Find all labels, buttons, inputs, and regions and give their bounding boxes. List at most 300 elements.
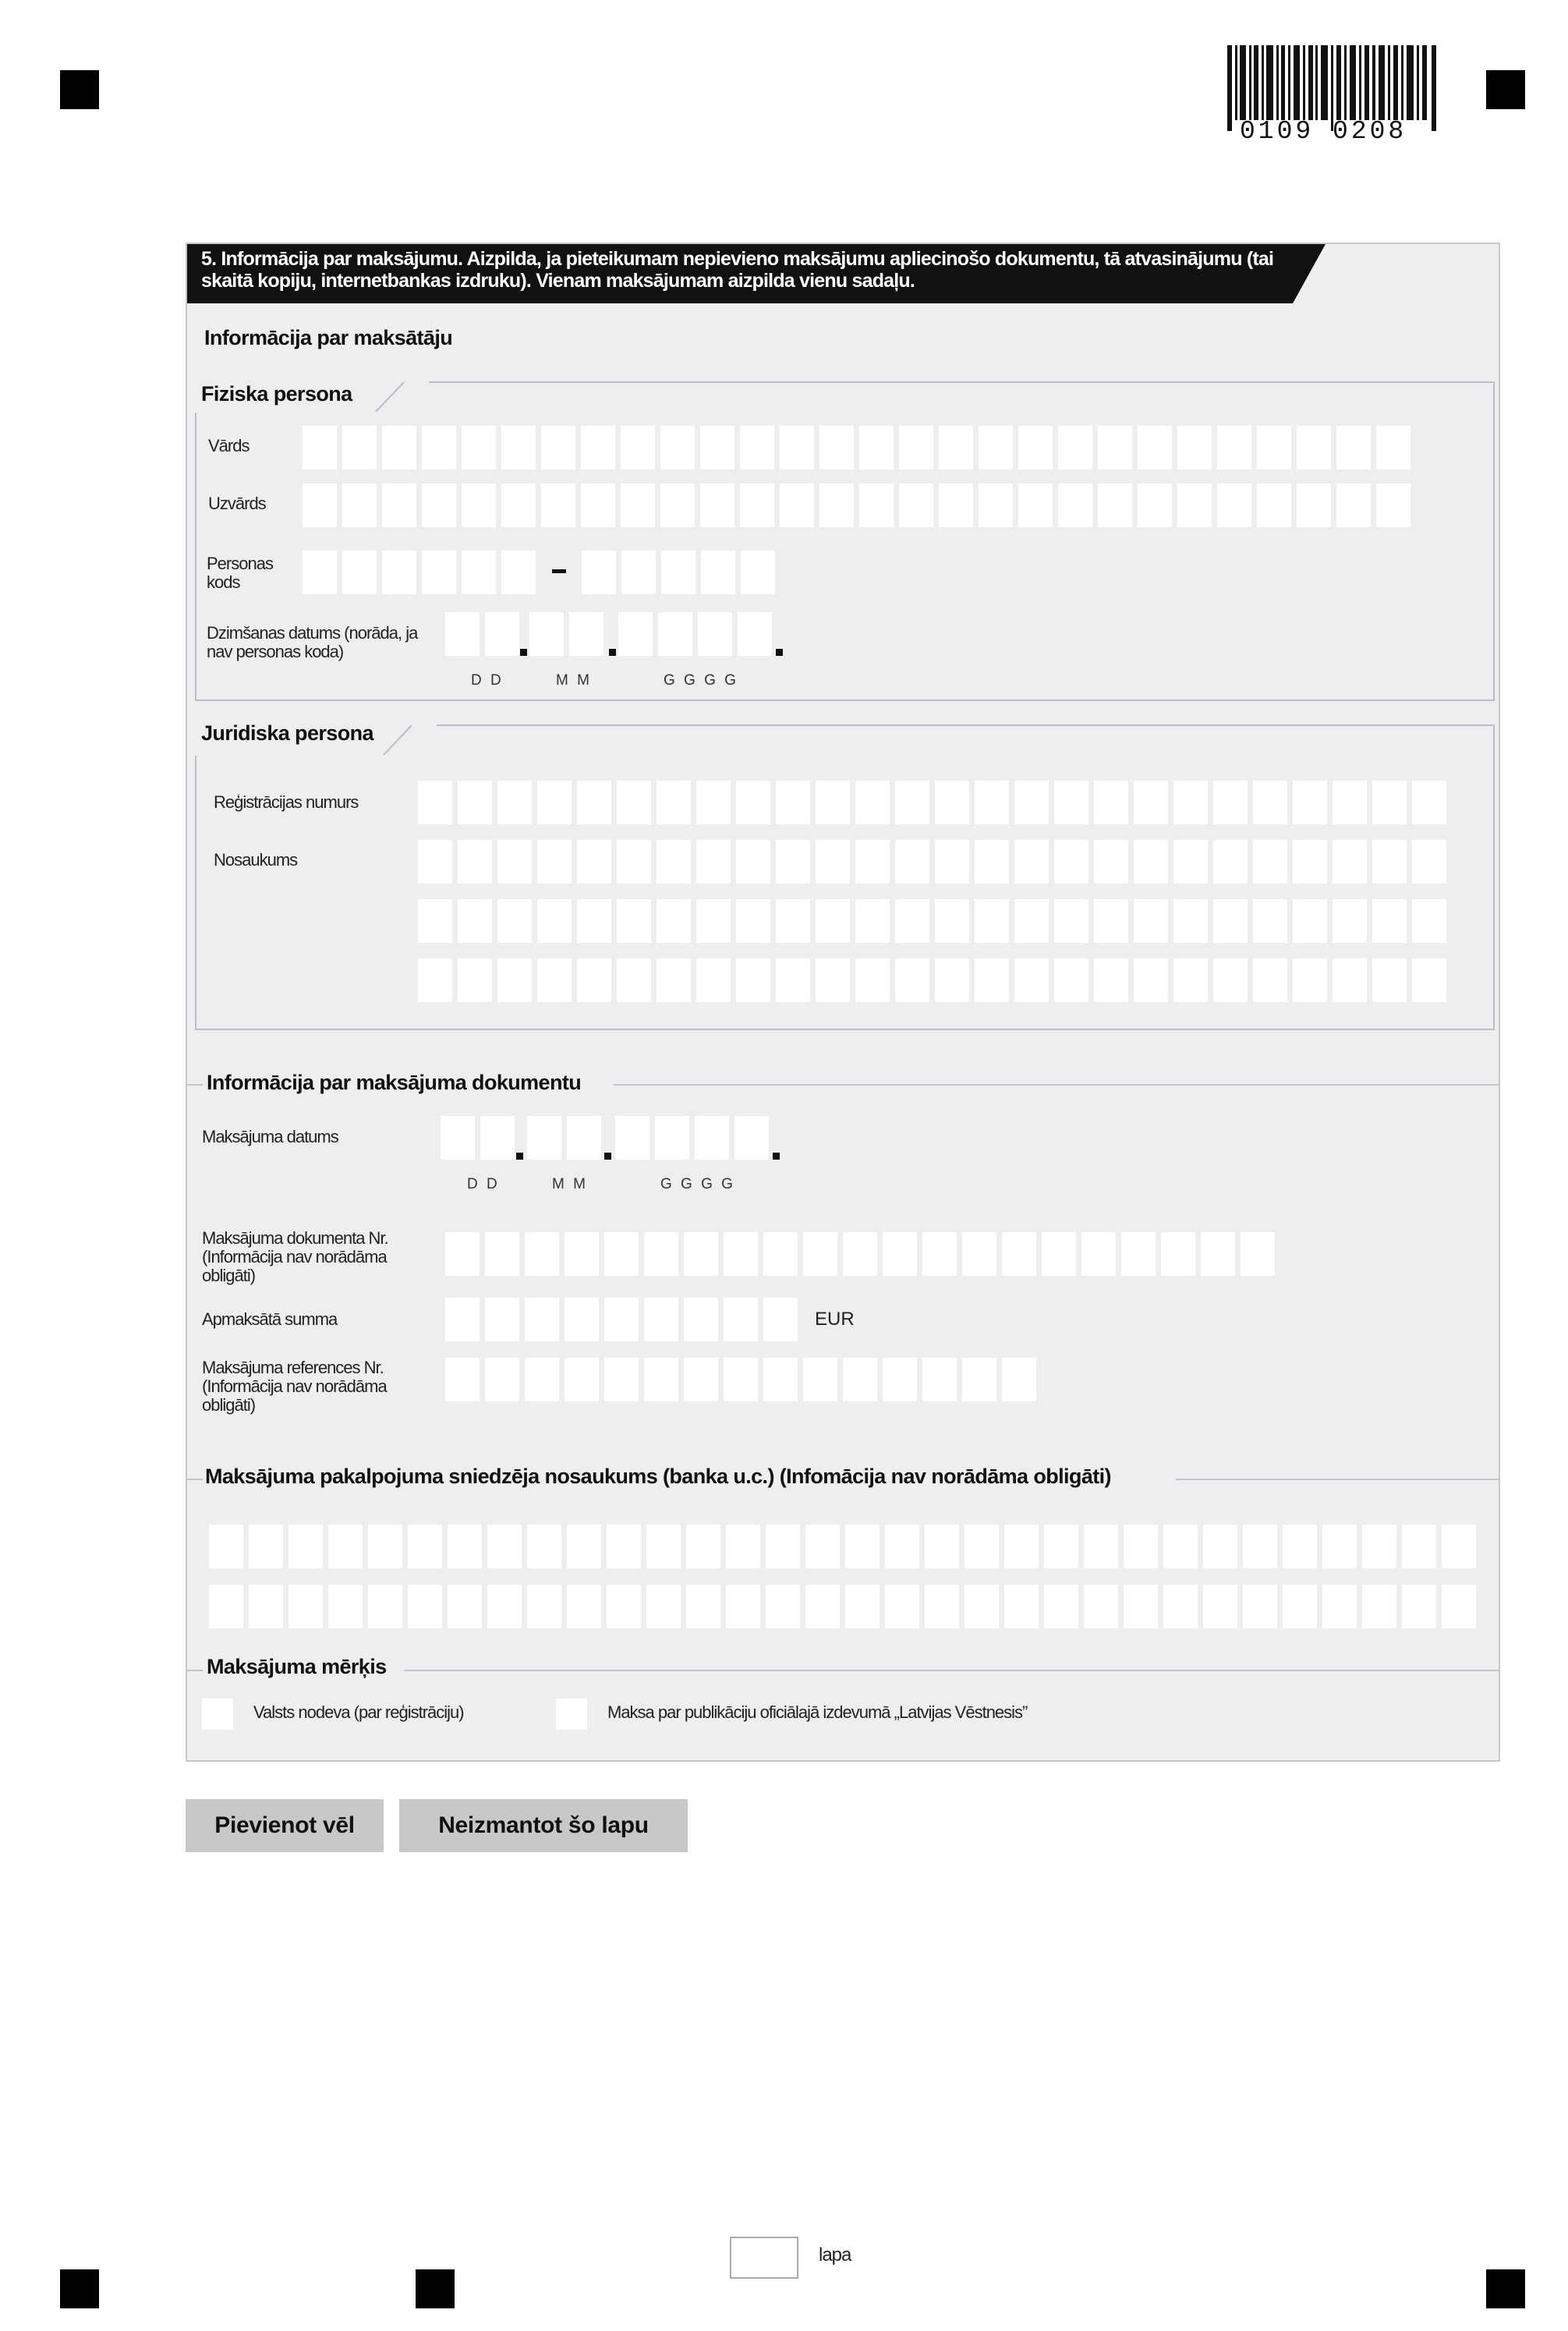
char-box[interactable] — [935, 840, 969, 884]
char-box[interactable] — [1094, 840, 1128, 884]
char-box[interactable] — [843, 1232, 877, 1276]
char-box[interactable] — [1054, 840, 1088, 884]
char-box[interactable] — [1173, 899, 1208, 943]
char-box[interactable] — [418, 899, 452, 943]
char-box[interactable] — [1018, 426, 1053, 469]
char-box[interactable] — [657, 899, 691, 943]
char-box[interactable] — [696, 958, 731, 1002]
char-box[interactable] — [734, 1116, 769, 1160]
char-box[interactable] — [1177, 484, 1212, 527]
char-box[interactable] — [1293, 958, 1327, 1002]
char-box[interactable] — [859, 426, 894, 469]
char-box[interactable] — [249, 1585, 283, 1628]
char-box[interactable] — [819, 484, 854, 527]
char-box[interactable] — [565, 1358, 599, 1401]
char-box[interactable] — [1173, 840, 1208, 884]
char-box[interactable] — [418, 781, 452, 824]
char-box[interactable] — [660, 426, 695, 469]
char-box[interactable] — [646, 1585, 681, 1628]
char-box[interactable] — [209, 1585, 243, 1628]
char-box[interactable] — [537, 899, 572, 943]
last-name-input[interactable] — [303, 484, 1410, 527]
char-box[interactable] — [537, 781, 572, 824]
birth-year-input[interactable] — [618, 612, 772, 656]
char-box[interactable] — [1217, 484, 1251, 527]
char-box[interactable] — [922, 1232, 957, 1276]
char-box[interactable] — [581, 426, 615, 469]
char-box[interactable] — [700, 426, 734, 469]
char-box[interactable] — [935, 781, 969, 824]
char-box[interactable] — [577, 899, 611, 943]
provider-name-input-line1[interactable] — [209, 1525, 1476, 1568]
char-box[interactable] — [1213, 958, 1248, 1002]
char-box[interactable] — [1004, 1525, 1039, 1568]
char-box[interactable] — [979, 426, 1013, 469]
char-box[interactable] — [1014, 781, 1049, 824]
char-box[interactable] — [303, 426, 337, 469]
char-box[interactable] — [303, 551, 337, 594]
char-box[interactable] — [776, 781, 810, 824]
char-box[interactable] — [1014, 958, 1049, 1002]
char-box[interactable] — [780, 484, 814, 527]
char-box[interactable] — [1002, 1232, 1036, 1276]
char-box[interactable] — [1333, 840, 1367, 884]
char-box[interactable] — [1177, 426, 1212, 469]
char-box[interactable] — [658, 612, 692, 656]
char-box[interactable] — [604, 1232, 639, 1276]
char-box[interactable] — [657, 840, 691, 884]
char-box[interactable] — [646, 1525, 681, 1568]
char-box[interactable] — [660, 484, 695, 527]
char-box[interactable] — [738, 612, 772, 656]
char-box[interactable] — [816, 958, 850, 1002]
char-box[interactable] — [445, 1298, 480, 1341]
char-box[interactable] — [763, 1232, 798, 1276]
char-box[interactable] — [736, 840, 770, 884]
char-box[interactable] — [895, 899, 929, 943]
char-box[interactable] — [462, 484, 496, 527]
char-box[interactable] — [1297, 426, 1331, 469]
char-box[interactable] — [209, 1525, 243, 1568]
char-box[interactable] — [1283, 1585, 1317, 1628]
char-box[interactable] — [567, 1116, 601, 1160]
char-box[interactable] — [604, 1358, 639, 1401]
char-box[interactable] — [855, 840, 890, 884]
char-box[interactable] — [855, 899, 890, 943]
char-box[interactable] — [1362, 1585, 1396, 1628]
char-box[interactable] — [1203, 1585, 1237, 1628]
char-box[interactable] — [895, 840, 929, 884]
char-box[interactable] — [724, 1298, 758, 1341]
char-box[interactable] — [485, 1298, 519, 1341]
char-box[interactable] — [1402, 1525, 1436, 1568]
char-box[interactable] — [644, 1232, 678, 1276]
char-box[interactable] — [497, 781, 532, 824]
char-box[interactable] — [1098, 426, 1132, 469]
char-box[interactable] — [422, 551, 456, 594]
char-box[interactable] — [696, 899, 731, 943]
char-box[interactable] — [458, 958, 492, 1002]
char-box[interactable] — [763, 1298, 798, 1341]
char-box[interactable] — [1333, 958, 1367, 1002]
char-box[interactable] — [541, 484, 575, 527]
char-box[interactable] — [1241, 1232, 1275, 1276]
char-box[interactable] — [462, 551, 496, 594]
publication-fee-checkbox[interactable] — [556, 1699, 587, 1730]
char-box[interactable] — [736, 781, 770, 824]
char-box[interactable] — [1412, 899, 1446, 943]
char-box[interactable] — [1293, 840, 1327, 884]
char-box[interactable] — [736, 899, 770, 943]
char-box[interactable] — [965, 1525, 999, 1568]
char-box[interactable] — [537, 958, 572, 1002]
char-box[interactable] — [1293, 899, 1327, 943]
char-box[interactable] — [684, 1232, 718, 1276]
char-box[interactable] — [1362, 1525, 1396, 1568]
char-box[interactable] — [816, 899, 850, 943]
char-box[interactable] — [776, 899, 810, 943]
char-box[interactable] — [288, 1525, 323, 1568]
char-box[interactable] — [527, 1116, 561, 1160]
char-box[interactable] — [501, 551, 536, 594]
char-box[interactable] — [617, 781, 651, 824]
char-box[interactable] — [382, 484, 416, 527]
char-box[interactable] — [1058, 426, 1092, 469]
char-box[interactable] — [1054, 781, 1088, 824]
char-box[interactable] — [408, 1525, 442, 1568]
char-box[interactable] — [803, 1358, 837, 1401]
char-box[interactable] — [816, 840, 850, 884]
personal-code-part2-input[interactable] — [582, 551, 775, 594]
char-box[interactable] — [1054, 958, 1088, 1002]
char-box[interactable] — [1333, 781, 1367, 824]
char-box[interactable] — [382, 551, 416, 594]
char-box[interactable] — [458, 840, 492, 884]
char-box[interactable] — [935, 958, 969, 1002]
char-box[interactable] — [1094, 958, 1128, 1002]
char-box[interactable] — [1201, 1232, 1235, 1276]
char-box[interactable] — [1014, 840, 1049, 884]
payment-doc-number-input[interactable] — [445, 1232, 1275, 1276]
char-box[interactable] — [617, 840, 651, 884]
char-box[interactable] — [368, 1585, 402, 1628]
char-box[interactable] — [1018, 484, 1053, 527]
char-box[interactable] — [1372, 958, 1407, 1002]
char-box[interactable] — [448, 1525, 482, 1568]
char-box[interactable] — [1336, 484, 1371, 527]
char-box[interactable] — [368, 1525, 402, 1568]
char-box[interactable] — [701, 551, 735, 594]
char-box[interactable] — [684, 1298, 718, 1341]
char-box[interactable] — [1213, 781, 1248, 824]
char-box[interactable] — [1134, 781, 1168, 824]
char-box[interactable] — [700, 484, 734, 527]
char-box[interactable] — [1098, 484, 1132, 527]
char-box[interactable] — [1253, 899, 1287, 943]
char-box[interactable] — [1094, 781, 1128, 824]
char-box[interactable] — [577, 958, 611, 1002]
char-box[interactable] — [607, 1525, 641, 1568]
char-box[interactable] — [1372, 781, 1407, 824]
char-box[interactable] — [776, 958, 810, 1002]
char-box[interactable] — [288, 1585, 323, 1628]
char-box[interactable] — [1163, 1525, 1198, 1568]
char-box[interactable] — [1138, 484, 1172, 527]
payment-month-input[interactable] — [527, 1116, 601, 1160]
char-box[interactable] — [462, 426, 496, 469]
char-box[interactable] — [644, 1358, 678, 1401]
char-box[interactable] — [445, 1232, 480, 1276]
char-box[interactable] — [582, 551, 616, 594]
char-box[interactable] — [487, 1525, 522, 1568]
char-box[interactable] — [657, 781, 691, 824]
char-box[interactable] — [1213, 840, 1248, 884]
char-box[interactable] — [657, 958, 691, 1002]
char-box[interactable] — [1283, 1525, 1317, 1568]
char-box[interactable] — [1243, 1525, 1277, 1568]
char-box[interactable] — [1333, 899, 1367, 943]
char-box[interactable] — [382, 426, 416, 469]
char-box[interactable] — [618, 612, 653, 656]
char-box[interactable] — [698, 612, 732, 656]
char-box[interactable] — [1134, 840, 1168, 884]
char-box[interactable] — [621, 551, 656, 594]
char-box[interactable] — [607, 1585, 641, 1628]
state-fee-checkbox[interactable] — [202, 1699, 233, 1730]
char-box[interactable] — [1257, 426, 1291, 469]
char-box[interactable] — [1412, 840, 1446, 884]
char-box[interactable] — [485, 1232, 519, 1276]
char-box[interactable] — [883, 1358, 917, 1401]
page-number-box[interactable] — [730, 2237, 798, 2279]
char-box[interactable] — [527, 1525, 561, 1568]
payment-year-input[interactable] — [615, 1116, 769, 1160]
add-more-button[interactable]: Pievienot vēl — [186, 1799, 384, 1852]
char-box[interactable] — [1042, 1232, 1076, 1276]
char-box[interactable] — [621, 484, 655, 527]
char-box[interactable] — [859, 484, 894, 527]
char-box[interactable] — [962, 1358, 996, 1401]
char-box[interactable] — [328, 1525, 363, 1568]
char-box[interactable] — [1058, 484, 1092, 527]
char-box[interactable] — [525, 1232, 559, 1276]
char-box[interactable] — [525, 1358, 559, 1401]
char-box[interactable] — [448, 1585, 482, 1628]
char-box[interactable] — [577, 781, 611, 824]
char-box[interactable] — [1084, 1585, 1118, 1628]
char-box[interactable] — [696, 840, 731, 884]
birth-day-input[interactable] — [445, 612, 519, 656]
char-box[interactable] — [1044, 1585, 1078, 1628]
char-box[interactable] — [577, 840, 611, 884]
char-box[interactable] — [1163, 1585, 1198, 1628]
char-box[interactable] — [776, 840, 810, 884]
char-box[interactable] — [1138, 426, 1172, 469]
char-box[interactable] — [485, 1358, 519, 1401]
char-box[interactable] — [696, 781, 731, 824]
char-box[interactable] — [1442, 1525, 1476, 1568]
char-box[interactable] — [686, 1525, 720, 1568]
char-box[interactable] — [1134, 958, 1168, 1002]
char-box[interactable] — [895, 958, 929, 1002]
char-box[interactable] — [1213, 899, 1248, 943]
char-box[interactable] — [527, 1585, 561, 1628]
char-box[interactable] — [883, 1232, 917, 1276]
char-box[interactable] — [1124, 1585, 1158, 1628]
char-box[interactable] — [1243, 1585, 1277, 1628]
char-box[interactable] — [935, 899, 969, 943]
char-box[interactable] — [885, 1585, 919, 1628]
char-box[interactable] — [965, 1585, 999, 1628]
char-box[interactable] — [975, 781, 1009, 824]
char-box[interactable] — [487, 1585, 522, 1628]
char-box[interactable] — [485, 612, 519, 656]
char-box[interactable] — [604, 1298, 639, 1341]
char-box[interactable] — [422, 426, 456, 469]
char-box[interactable] — [1044, 1525, 1078, 1568]
char-box[interactable] — [1173, 781, 1208, 824]
char-box[interactable] — [497, 899, 532, 943]
char-box[interactable] — [962, 1232, 996, 1276]
char-box[interactable] — [617, 899, 651, 943]
char-box[interactable] — [1253, 840, 1287, 884]
char-box[interactable] — [1412, 958, 1446, 1002]
amount-input[interactable] — [445, 1298, 798, 1341]
char-box[interactable] — [480, 1116, 515, 1160]
char-box[interactable] — [843, 1358, 877, 1401]
char-box[interactable] — [724, 1358, 758, 1401]
char-box[interactable] — [644, 1298, 678, 1341]
char-box[interactable] — [979, 484, 1013, 527]
char-box[interactable] — [1217, 426, 1251, 469]
char-box[interactable] — [1442, 1585, 1476, 1628]
char-box[interactable] — [899, 484, 933, 527]
char-box[interactable] — [975, 899, 1009, 943]
char-box[interactable] — [1253, 958, 1287, 1002]
payment-day-input[interactable] — [441, 1116, 515, 1160]
char-box[interactable] — [922, 1358, 957, 1401]
char-box[interactable] — [501, 484, 536, 527]
char-box[interactable] — [975, 958, 1009, 1002]
char-box[interactable] — [1094, 899, 1128, 943]
reg-number-input[interactable] — [418, 781, 1446, 824]
char-box[interactable] — [342, 551, 377, 594]
char-box[interactable] — [1322, 1525, 1357, 1568]
char-box[interactable] — [497, 958, 532, 1002]
first-name-input[interactable] — [303, 426, 1410, 469]
char-box[interactable] — [408, 1585, 442, 1628]
char-box[interactable] — [819, 426, 854, 469]
char-box[interactable] — [845, 1585, 880, 1628]
char-box[interactable] — [684, 1358, 718, 1401]
char-box[interactable] — [1203, 1525, 1237, 1568]
char-box[interactable] — [303, 484, 337, 527]
char-box[interactable] — [1376, 426, 1410, 469]
company-name-input-line1[interactable] — [418, 840, 1446, 884]
char-box[interactable] — [855, 958, 890, 1002]
char-box[interactable] — [1297, 484, 1331, 527]
char-box[interactable] — [565, 1232, 599, 1276]
char-box[interactable] — [445, 612, 480, 656]
char-box[interactable] — [1253, 781, 1287, 824]
char-box[interactable] — [726, 1585, 760, 1628]
char-box[interactable] — [939, 426, 973, 469]
char-box[interactable] — [1084, 1525, 1118, 1568]
char-box[interactable] — [422, 484, 456, 527]
char-box[interactable] — [975, 840, 1009, 884]
char-box[interactable] — [855, 781, 890, 824]
char-box[interactable] — [621, 426, 655, 469]
char-box[interactable] — [581, 484, 615, 527]
char-box[interactable] — [1081, 1232, 1116, 1276]
char-box[interactable] — [1161, 1232, 1195, 1276]
reference-number-input[interactable] — [445, 1358, 1036, 1401]
char-box[interactable] — [1322, 1585, 1357, 1628]
char-box[interactable] — [342, 484, 377, 527]
char-box[interactable] — [418, 958, 452, 1002]
char-box[interactable] — [615, 1116, 649, 1160]
char-box[interactable] — [925, 1525, 959, 1568]
char-box[interactable] — [328, 1585, 363, 1628]
char-box[interactable] — [567, 1585, 601, 1628]
char-box[interactable] — [899, 426, 933, 469]
company-name-input-line2[interactable] — [418, 899, 1446, 943]
char-box[interactable] — [1014, 899, 1049, 943]
char-box[interactable] — [1336, 426, 1371, 469]
char-box[interactable] — [686, 1585, 720, 1628]
char-box[interactable] — [1412, 781, 1446, 824]
char-box[interactable] — [766, 1525, 800, 1568]
char-box[interactable] — [342, 426, 377, 469]
char-box[interactable] — [726, 1525, 760, 1568]
char-box[interactable] — [655, 1116, 689, 1160]
char-box[interactable] — [567, 1525, 601, 1568]
char-box[interactable] — [741, 551, 775, 594]
char-box[interactable] — [497, 840, 532, 884]
char-box[interactable] — [501, 426, 536, 469]
char-box[interactable] — [569, 612, 603, 656]
char-box[interactable] — [724, 1232, 758, 1276]
char-box[interactable] — [780, 426, 814, 469]
char-box[interactable] — [661, 551, 696, 594]
char-box[interactable] — [441, 1116, 475, 1160]
char-box[interactable] — [803, 1232, 837, 1276]
char-box[interactable] — [885, 1525, 919, 1568]
char-box[interactable] — [1293, 781, 1327, 824]
char-box[interactable] — [541, 426, 575, 469]
char-box[interactable] — [525, 1298, 559, 1341]
company-name-input-line3[interactable] — [418, 958, 1446, 1002]
char-box[interactable] — [445, 1358, 480, 1401]
char-box[interactable] — [1124, 1525, 1158, 1568]
char-box[interactable] — [529, 612, 564, 656]
unused-page-button[interactable]: Neizmantot šo lapu — [399, 1799, 688, 1852]
provider-name-input-line2[interactable] — [209, 1585, 1476, 1628]
char-box[interactable] — [1004, 1585, 1039, 1628]
char-box[interactable] — [805, 1585, 840, 1628]
birth-month-input[interactable] — [529, 612, 603, 656]
char-box[interactable] — [1257, 484, 1291, 527]
char-box[interactable] — [1121, 1232, 1156, 1276]
char-box[interactable] — [845, 1525, 880, 1568]
char-box[interactable] — [740, 426, 774, 469]
char-box[interactable] — [1376, 484, 1410, 527]
char-box[interactable] — [249, 1525, 283, 1568]
char-box[interactable] — [1372, 840, 1407, 884]
char-box[interactable] — [763, 1358, 798, 1401]
char-box[interactable] — [766, 1585, 800, 1628]
char-box[interactable] — [1134, 899, 1168, 943]
